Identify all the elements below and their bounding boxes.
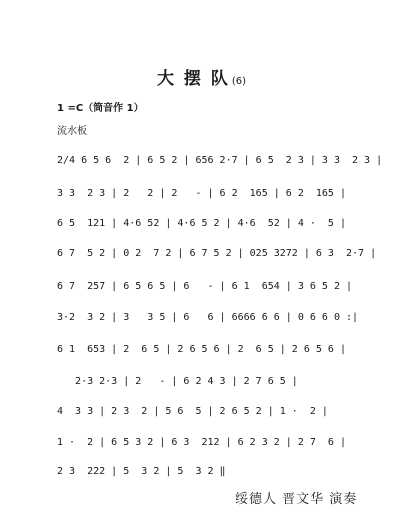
score-line-8: 2·3 2·3 | 2 - | 6 2 4 3 | 2 7 6 5 | (57, 376, 298, 387)
score-line-7: 6 1 653 | 2 6 5 | 2 6 5 6 | 2 6 5 | 2 6 5 6 | (57, 344, 346, 355)
score-line-5: 6 7 257 | 6 5 6 5 | 6 - | 6 1 654 | 3 6 5 2 | (57, 281, 353, 292)
score-line-2: 3 3 2 3 | 2 2 | 2 - | 6 2 165 | 6 2 165 | (57, 188, 346, 199)
tempo-marking: 流水板 (57, 126, 87, 137)
score-line-4: 6 7 5 2 | 0 2 7 2 | 6 7 5 2 | 025 3272 | 6 3 2·7 | (57, 248, 377, 259)
key-signature: 1 =C（筒音作 1） (57, 103, 144, 114)
song-title-text: 大 摆 队 (156, 69, 230, 89)
score-line-9: 4 3 3 | 2 3 2 | 5 6 5 | 2 6 5 2 | 1 · 2 | (57, 406, 328, 417)
score-line-1: 2/4 6 5 6 2 | 6 5 2 | 656 2·7 | 6 5 2 3 | 3 3 2 3 | (57, 155, 383, 166)
score-line-3: 6 5 121 | 4·6 52 | 4·6 5 2 | 4·6 52 | 4 · 5 | (57, 218, 346, 229)
score-line-6: 3·2 3 2 | 3 3 5 | 6 6 | 6666 6 6 | 0 6 6 0 :| (57, 312, 359, 323)
score-line-11: 2 3 222 | 5 3 2 | 5 3 2 ‖ (57, 466, 226, 477)
song-title (0, 64, 403, 89)
performer-credit: 绥德人 晋文华 演奏 (235, 492, 358, 507)
score-line-10: 1 · 2 | 6 5 3 2 | 6 3 212 | 6 2 3 2 | 2 7 6 | (57, 437, 346, 448)
song-number: (6) (231, 76, 246, 87)
